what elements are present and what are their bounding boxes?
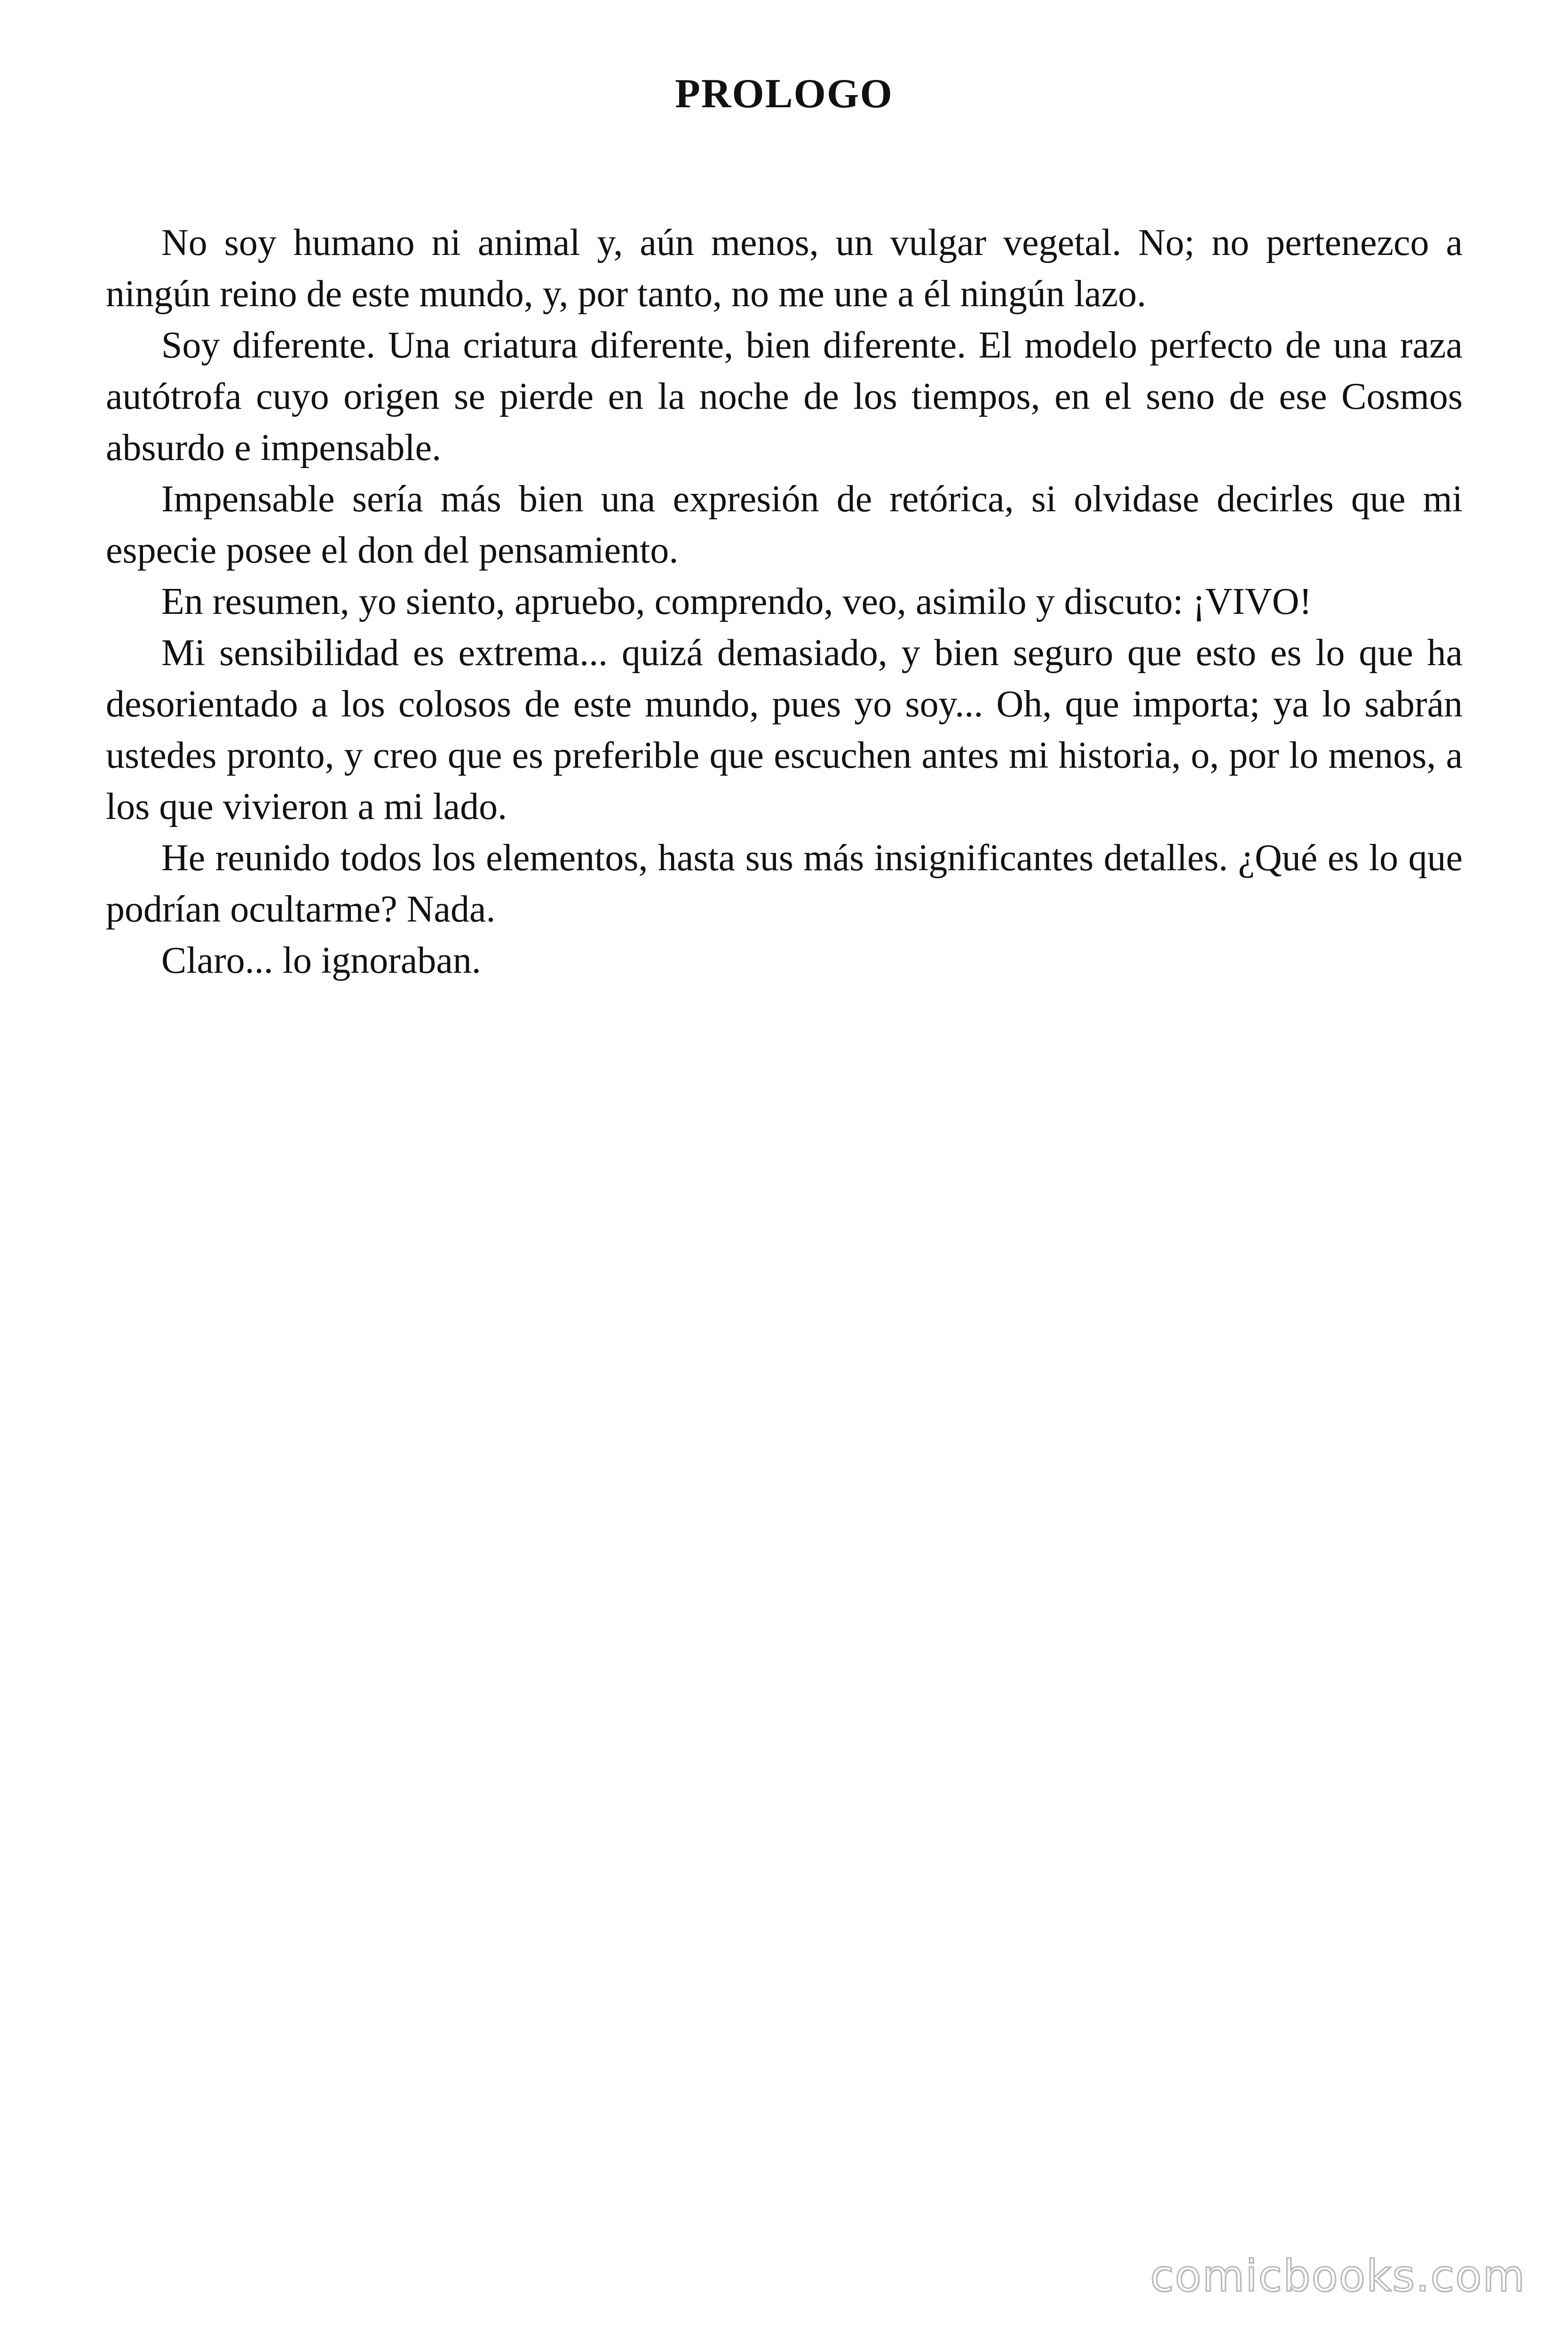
paragraph: Claro... lo ignoraban.: [161, 940, 481, 981]
page-title: PROLOGO: [675, 71, 893, 117]
paragraph: En resumen, yo siento, apruebo, comprendo, veo, asimilo y discuto: ¡VIVO!: [161, 581, 1312, 622]
paragraph: Soy diferente. Una criatura diferente, bien diferente. El modelo perfecto de una raza autótrofa cuyo origen se pierde en la noche de los tiempos, en el seno de ese Cosmos absurdo e impensable.: [106, 325, 1463, 469]
paragraph: Impensable sería más bien una expresión de retórica, si olvidase decirles que mi especie posee el don del pensamiento.: [106, 478, 1463, 571]
watermark: comicbooks.com: [1150, 2251, 1526, 2301]
prologue-body: [106, 217, 1463, 986]
paragraph: He reunido todos los elementos, hasta sus más insignificantes detalles. ¿Qué es lo que podrían ocultarme? Nada.: [106, 837, 1463, 930]
paragraph: No soy humano ni animal y, aún menos, un vulgar vegetal. No; no pertenezco a ningún reino de este mundo, y, por tanto, no me une a él ningún lazo.: [106, 222, 1463, 315]
paragraph: Mi sensibilidad es extrema... quizá demasiado, y bien seguro que esto es lo que ha desorientado a los colosos de este mundo, pues yo soy... Oh, que importa; ya lo sabrán ustedes pronto, y creo que es preferible que escuchen antes mi historia, o, por lo menos, a los que vivieron a mi lado.: [106, 632, 1463, 827]
